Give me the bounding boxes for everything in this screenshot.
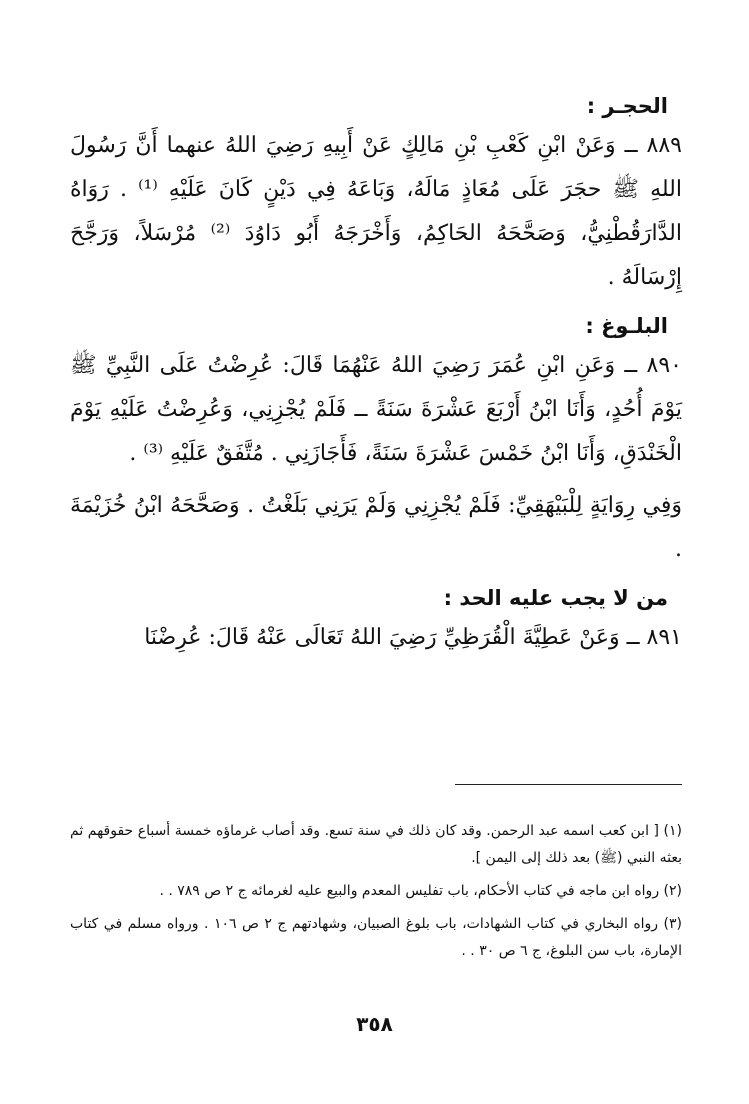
section-heading: من لا يجب عليه الحد : [443,586,668,610]
page-body [70,80,682,668]
section-heading: البلـوغ : [585,314,668,338]
hadith-890: ٨٩٠ ــ وَعَنِ ابْنِ عُمَرَ رَضِيَ اللهُ عَنْهُمَا قَالَ: عُرِضْتُ عَلَى النَّبِيِّ ﷺ يَوْمَ أُحُدٍ، وَأَنَا ابْنُ أَرْبَعَ عَشْرَةَ سَنَةً ــ فَلَمْ يُجْزِنِي، وَعُرِضْتُ عَلَيْهِ يَوْمَ الْخَنْدَقِ، وَأَنَا ابْنُ خَمْسَ عَشْرَةَ سَنَةً، فَأَجَازَنِي . مُتَّفَقٌ عَلَيْهِ ⁽³⁾ . [70,353,682,466]
footnote-2: (٢) رواه ابن ماجه في كتاب الأحكام، باب تفليس المعدم والبيع عليه لغرمائه ج ٢ ص ٧٨٩ . . [159,883,682,899]
footnote-3: (٣) رواه البخاري في كتاب الشهادات، باب بلوغ الصبيان، وشهادتهم ج ٢ ص ١٠٦ . ورواه مسلم في كتاب الإمارة، باب سن البلوغ، ج ٦ ص ٣٠ . . [70,916,682,959]
footnote-1: (١) [ ابن كعب اسمه عبد الرحمن. وقد كان ذلك في سنة تسع. وقد أصاب غرماؤه خمسة أسباع حقوقهم ثم بعثه النبي (ﷺ) بعد ذلك إلى اليمن ]. [70,823,682,866]
page-number: ٣٥٨ [356,1012,393,1036]
section-no-hadd [70,586,682,660]
section-heading: الحجـر : [586,94,668,118]
hadith-891: ٨٩١ ــ وَعَنْ عَطِيَّةَ الْقُرَظِيِّ رَضِيَ اللهُ تَعَالَى عَنْهُ قَالَ: عُرِضْنَا [144,625,682,650]
hadith-889: ٨٨٩ ــ وَعَنْ ابْنِ كَعْبِ بْنِ مَالِكٍ عَنْ أَبِيهِ رَضِيَ اللهُ عنهما أَنَّ رَسُولَ اللهِ ﷺ حجَرَ عَلَى مُعَاذٍ مَالَهُ، وَبَاعَهُ فِي دَيْنٍ كَانَ عَلَيْهِ ⁽¹⁾ . رَوَاهُ الدَّارَقُطْنِيُّ، وَصَحَّحَهُ الحَاكِمُ، وَأَخْرَجَهُ أَبُو دَاوُدَ ⁽²⁾ مُرْسَلاً، وَرَجَّحَ إِرْسَالَهُ . [70,133,682,290]
hadith-890-narration-bayhaqi: وَفِي رِوَايَةٍ لِلْبَيْهَقِيِّ: فَلَمْ يُجْزِنِي وَلَمْ يَرَنِي بَلَغْتُ . وَصَحَّحَهُ ابْنُ خُزَيْمَةَ . [70,493,682,562]
footnotes [70,818,682,971]
section-hajr [70,94,682,300]
footnote-divider [455,784,682,785]
section-bulugh [70,314,682,572]
